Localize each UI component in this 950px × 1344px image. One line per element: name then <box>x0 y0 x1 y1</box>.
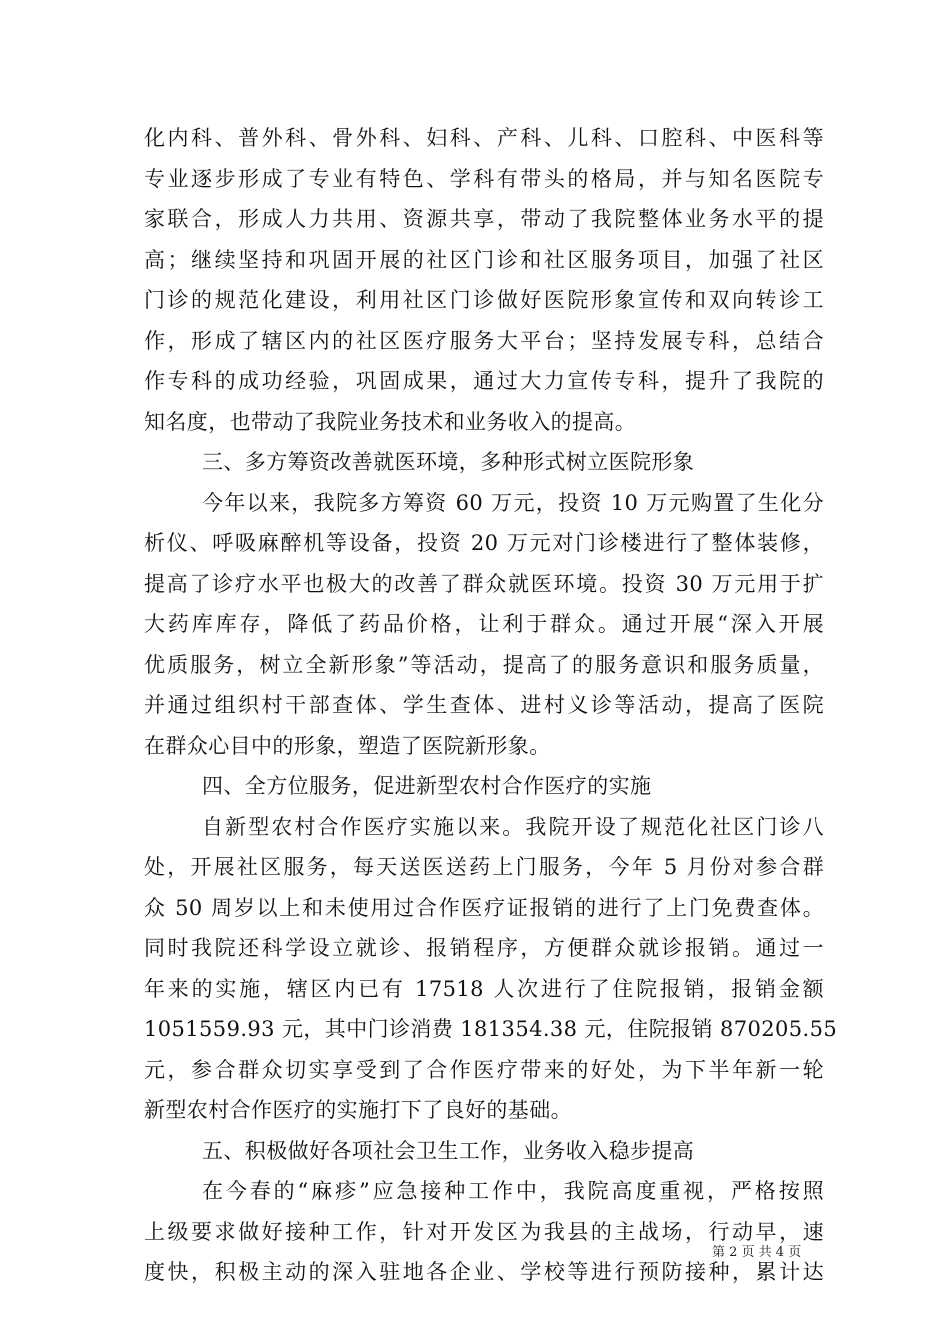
paragraph-last-line: 知名度，也带动了我院业务技术和业务收入的提高。 <box>144 409 637 434</box>
body-line: 优质服务，树立全新形象”等活动，提高了的服务意识和服务质量， <box>144 652 824 677</box>
body-line: 提高了诊疗水平也极大的改善了群众就医环境。投资 30 万元用于扩 <box>144 571 824 596</box>
body-line: 处，开展社区服务，每天送医送药上门服务，今年 5 月份对参合群 <box>144 855 824 879</box>
paragraph-first-line: 今年以来，我院多方筹资 60 万元，投资 10 万元购置了生化分 <box>202 490 824 515</box>
paragraph-last-line: 在群众心目中的形象，塑造了医院新形象。 <box>144 733 551 758</box>
body-line: 1051559.93 元，其中门诊消费 181354.38 元，住院报销 870205.55 <box>144 1017 838 1041</box>
document-body <box>144 118 838 1293</box>
body-line: 作，形成了辖区内的社区医疗服务大平台；坚持发展专科，总结合 <box>144 328 824 353</box>
body-line: 大药库库存，降低了药品价格，让利于群众。通过开展“深入开展 <box>144 612 824 636</box>
body-line: 元，参合群众切实享受到了合作医疗带来的好处，为下半年新一轮 <box>144 1057 824 1082</box>
paragraph-first-line: 自新型农村合作医疗实施以来。我院开设了规范化社区门诊八 <box>202 814 824 839</box>
body-line: 家联合，形成人力共用、资源共享，带动了我院整体业务水平的提 <box>144 207 824 231</box>
body-line: 专业逐步形成了专业有特色、学科有带头的格局，并与知名医院专 <box>144 166 824 191</box>
body-line: 高；继续坚持和巩固开展的社区门诊和社区服务项目，加强了社区 <box>144 247 824 272</box>
body-line: 并通过组织村干部查体、学生查体、进村义诊等活动，提高了医院 <box>144 693 824 717</box>
body-line: 门诊的规范化建设，利用社区门诊做好医院形象宣传和双向转诊工 <box>144 288 824 312</box>
body-line: 同时我院还科学设立就诊、报销程序，方便群众就诊报销。通过一 <box>144 936 824 960</box>
section-heading: 四、全方位服务，促进新型农村合作医疗的实施 <box>202 774 652 798</box>
body-line: 作专科的成功经验，巩固成果，通过大力宣传专科，提升了我院的 <box>144 369 824 393</box>
body-line: 化内科、普外科、骨外科、妇科、产科、儿科、口腔科、中医科等 <box>144 126 824 150</box>
body-line: 上级要求做好接种工作，针对开发区为我县的主战场，行动早，速 <box>144 1219 824 1244</box>
section-heading: 三、多方筹资改善就医环境，多种形式树立医院形象 <box>202 450 695 474</box>
section-heading: 五、积极做好各项社会卫生工作，业务收入稳步提高 <box>202 1138 695 1163</box>
body-line: 度快，积极主动的深入驻地各企业、学校等进行预防接种，累计达 <box>144 1260 824 1284</box>
paragraph-first-line: 在今春的“麻疹”应急接种工作中，我院高度重视，严格按照 <box>202 1179 824 1203</box>
body-line: 析仪、呼吸麻醉机等设备，投资 20 万元对门诊楼进行了整体装修， <box>144 531 824 555</box>
body-line: 众 50 周岁以上和未使用过合作医疗证报销的进行了上门免费查体。 <box>144 895 824 920</box>
page-number-footer: 第 2 页 共 4 页 <box>712 1245 802 1260</box>
paragraph-last-line: 新型农村合作医疗的实施打下了良好的基础。 <box>144 1098 572 1122</box>
body-line: 年来的实施，辖区内已有 17518 人次进行了住院报销，报销金额 <box>144 976 824 1001</box>
